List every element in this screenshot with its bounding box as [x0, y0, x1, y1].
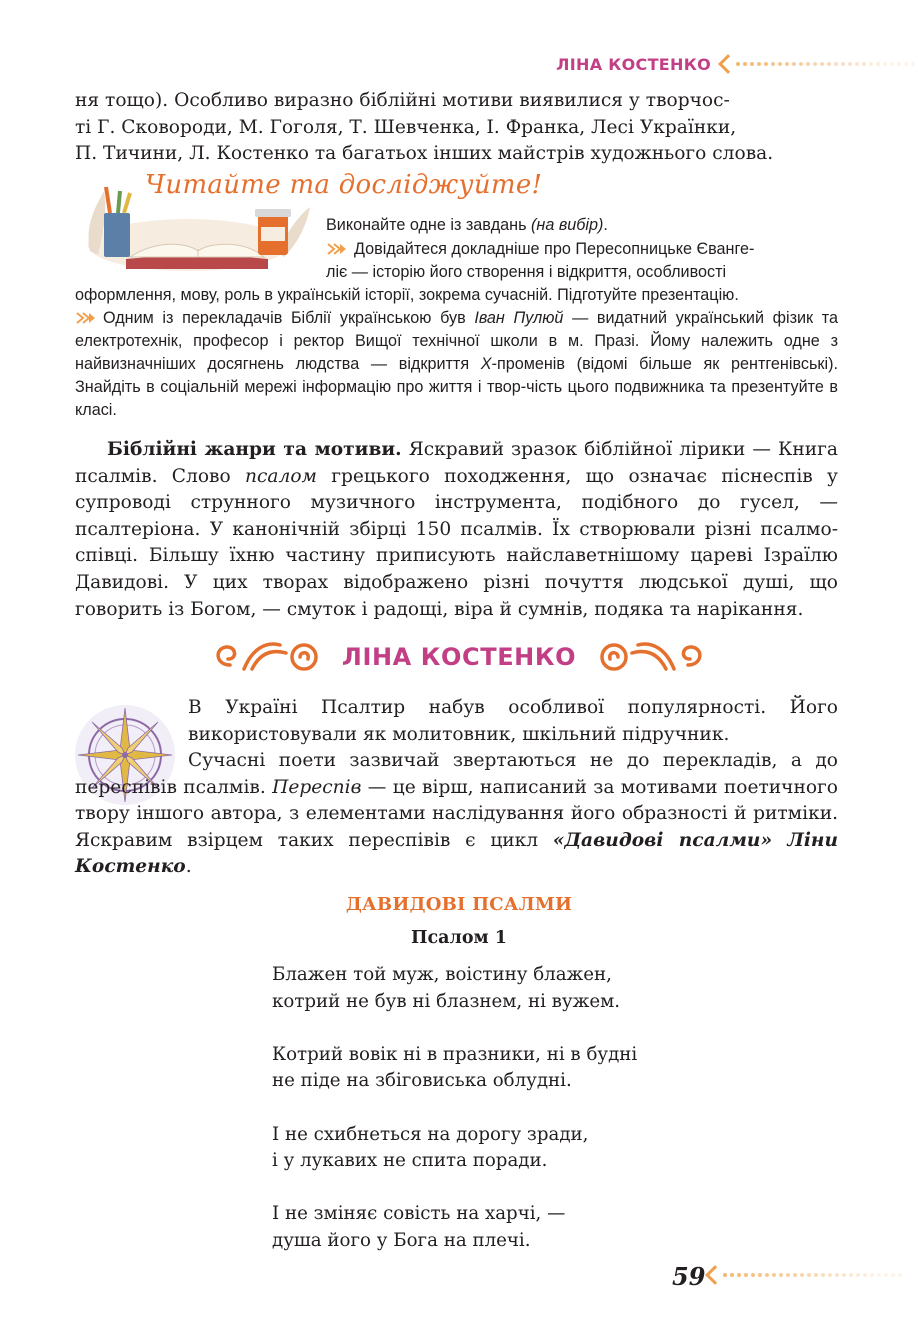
poem-line: І не зміняє совість на харчі, — [272, 1203, 566, 1225]
decor-dot [821, 1273, 825, 1277]
decor-dot [751, 1273, 755, 1277]
decor-dot [799, 62, 803, 66]
decor-dot [730, 1273, 734, 1277]
decor-dot [757, 62, 761, 66]
decor-dot [870, 1273, 874, 1277]
decor-dot [771, 62, 775, 66]
decor-dot [820, 62, 824, 66]
running-header-title: ЛІНА КОСТЕНКО [556, 54, 711, 74]
decor-dot [834, 62, 838, 66]
task-intro-note: (на вибір) [531, 216, 604, 234]
decor-dot [855, 62, 859, 66]
poem-body [272, 962, 832, 1281]
running-header [556, 50, 918, 78]
genres-term: псалом [245, 465, 317, 487]
decor-dot [813, 62, 817, 66]
poem-line: не піде на збіговиська облудні. [272, 1070, 572, 1092]
section-title: ЛІНА КОСТЕНКО [341, 643, 577, 671]
task-2-x: Х [480, 355, 492, 373]
task-1-line: Довідайтеся докладніше про Пересопницьке Єванге- [354, 240, 755, 258]
cup-icon [255, 209, 291, 255]
research-title: Читайте та досліджуйте! [145, 170, 543, 200]
decor-dot [842, 1273, 846, 1277]
decor-dot [779, 1273, 783, 1277]
genres-text: Яскравий зразок біблійної лірики — Книга псалмів. Слово [75, 439, 838, 487]
about-cycle: «Давидові псалми» Ліни Костенко [75, 829, 838, 878]
poem-stanza [272, 1122, 832, 1175]
decor-dot [841, 62, 845, 66]
decor-dot [891, 1273, 895, 1277]
decor-dot [876, 62, 880, 66]
pencil-cup-icon [104, 187, 130, 257]
about-end: . [185, 856, 192, 878]
poem-title: ДАВИДОВІ ПСАЛМИ [345, 894, 573, 915]
decor-dot [877, 1273, 881, 1277]
task-2-name: Іван Пулюй [474, 309, 564, 327]
about-term: Переспів [272, 776, 362, 798]
decor-dot [764, 62, 768, 66]
decor-dot [898, 1273, 902, 1277]
decor-dot [897, 62, 901, 66]
decor-dot [744, 1273, 748, 1277]
task-intro [326, 214, 838, 237]
decor-dot [904, 62, 908, 66]
decor-dot [793, 1273, 797, 1277]
genres-paragraph [75, 437, 838, 623]
psalm-title: Псалом 1 [410, 928, 507, 948]
footer-dots-decoration [708, 1268, 905, 1282]
decor-dot [869, 62, 873, 66]
task-2-text: -променів (відомі більше як рентгенівські). Знайдіть в соціальній мережі інформацію про життя і твор-чість цього подвижника та презентуйте в класі. [75, 355, 838, 419]
decor-dot [785, 62, 789, 66]
decor-dot [835, 1273, 839, 1277]
task-2 [75, 307, 838, 422]
poem-stanza [272, 1042, 832, 1095]
poem-line: І не схибнеться на дорогу зради, [272, 1123, 589, 1145]
poem-stanza [272, 1201, 832, 1254]
decor-dot [862, 62, 866, 66]
intro-line: ня тощо). Особливо виразно біблійні мотиви виявилися у творчос- [75, 90, 730, 111]
decor-dot [772, 1273, 776, 1277]
task-1-top [326, 238, 838, 284]
decor-dot [848, 62, 852, 66]
task-intro-end: . [603, 216, 608, 234]
page-number: 59 [672, 1262, 706, 1291]
decor-dot [792, 62, 796, 66]
chevron-left-icon [718, 54, 738, 74]
header-dots-decoration [721, 57, 918, 71]
decor-dot [750, 62, 754, 66]
genres-heading: Біблійні жанри та мотиви. [107, 439, 402, 460]
decor-dot [806, 62, 810, 66]
decor-dot [814, 1273, 818, 1277]
about-p1 [188, 695, 838, 748]
ornament-icon [208, 635, 328, 679]
decor-dot [849, 1273, 853, 1277]
task-1-bottom [75, 284, 838, 307]
poem-line: і у лукавих не спита поради. [272, 1150, 548, 1172]
poem-line: душа його у Бога на плечі. [272, 1229, 531, 1251]
task-1-line: ліє — історію його створення і відкриття, особливості [326, 263, 727, 281]
ornament-icon [590, 635, 710, 679]
decor-dot [890, 62, 894, 66]
decor-dot [758, 1273, 762, 1277]
poem-line: Блажен той муж, воістину блажен, [272, 964, 612, 985]
decor-dot [827, 62, 831, 66]
decor-dot [884, 1273, 888, 1277]
about-p2 [75, 748, 838, 881]
decor-dot [807, 1273, 811, 1277]
poem-line: котрий не був ні блазнем, ні вужем. [272, 990, 621, 1012]
arrow-bullet-icon [75, 312, 99, 324]
intro-paragraph [75, 88, 838, 168]
decor-dot [800, 1273, 804, 1277]
about-text: В Україні Псалтир набув особливої популярності. Його використовували як молитовник, шкільний підручник. [188, 697, 838, 745]
decor-dot [778, 62, 782, 66]
arrow-bullet-icon [326, 243, 350, 255]
about-text: — це вірш, написаний за мотивами поетичного твору іншого автора, з елементами наслідування його образності й ритміки. Яскравим взірцем таких переспівів є цикл [75, 776, 838, 851]
decor-dot [856, 1273, 860, 1277]
section-heading [0, 632, 918, 682]
decor-dot [911, 62, 915, 66]
decor-dot [883, 62, 887, 66]
decor-dot [828, 1273, 832, 1277]
task-1-line: оформлення, мову, роль в українській історії, зокрема сучасній. Підготуйте презентацію. [75, 286, 739, 304]
about-text: Сучасні поети зазвичай звертаються не до перекладів, а до переспівів псалмів. [75, 750, 838, 798]
decor-dot [765, 1273, 769, 1277]
poem-stanza [272, 962, 832, 1015]
decor-dot [786, 1273, 790, 1277]
task-intro-text: Виконайте одне із завдань [326, 216, 532, 234]
poem-line: Котрий вовік ні в празники, ні в будні [272, 1043, 638, 1065]
task-2-text: — видатний український фізик та електротехнік, професор і ректор Вищої технічної школи в м. Празі. Йому належить одне з найвизначніших досягнень людства — відкриття [75, 309, 838, 373]
genres-text: грецького походження, що означає піснеспів у супроводі струнного музичного інструмента, подібного до гусел, — псалтеріона. У канонічній збірці 150 псалмів. Їх створювали різні псалмоспівці. Більшу їхню частину приписують найславетнішому цареві Ізраїлю Давидові. У цих творах відображено різні почуття людської душі, що говорить із Богом, — смуток і радощі, віра й сумнів, подяка та нарікання. [75, 465, 838, 620]
intro-line: ті Г. Сковороди, М. Гоголя, Т. Шевченка, І. Франка, Лесі Українки, [75, 116, 737, 138]
decor-dot [737, 1273, 741, 1277]
decor-dot [863, 1273, 867, 1277]
chevron-left-icon [705, 1265, 725, 1285]
task-2-text: Одним із перекладачів Біблії українською був [103, 309, 475, 327]
decor-dot [743, 62, 747, 66]
intro-line: П. Тичини, Л. Костенко та багатьох інших майстрів художнього слова. [75, 143, 774, 165]
